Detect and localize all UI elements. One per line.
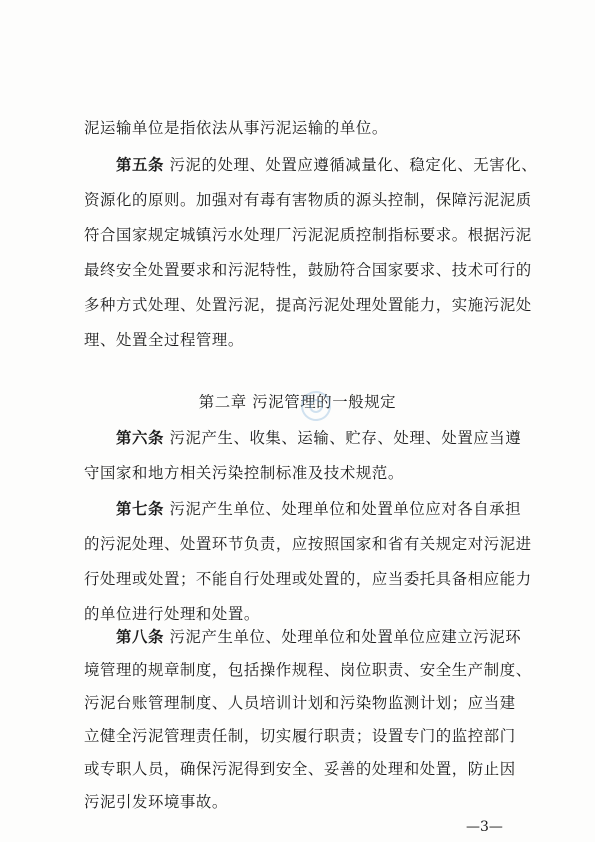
text-line-15: 境管理的规章制度，包括操作规程、岗位职责、安全生产制度、 (84, 661, 532, 679)
article-8-text: 污泥产生单位、处理单位和处置单位应建立污泥环 (169, 628, 522, 646)
chapter-heading: 第二章 污泥管理的一般规定 (198, 393, 397, 411)
text-line-11: 的污泥处理、处置环节负责，应按照国家和省有关规定对污泥进 (84, 535, 532, 553)
page-number: —3— (466, 819, 503, 835)
text-line-6: 多种方式处理、处置污泥，提高污泥处理处置能力，实施污泥处 (84, 296, 532, 314)
text-line-7: 理、处置全过程管理。 (84, 331, 244, 349)
article-6-text: 污泥产生、收集、运输、贮存、处理、处置应当遵 (169, 429, 522, 447)
article-5-label: 第五条 (116, 156, 164, 174)
article-6-label: 第六条 (116, 429, 164, 447)
text-line-18: 或专职人员，确保污泥得到安全、妥善的处理和处置，防止因 (84, 760, 516, 778)
article-7-text: 污泥产生单位、处理单位和处置单位应对各自承担 (169, 500, 522, 518)
watermark-logo-icon (288, 378, 344, 434)
text-line-16: 污泥台账管理制度、人员培训计划和污染物监测计划；应当建 (84, 694, 516, 712)
article-5-text: 污泥的处理、处置应遵循减量化、稳定化、无害化、 (169, 156, 538, 174)
text-line-4: 符合国家规定城镇污水处理厂污泥泥质控制指标要求。根据污泥 (84, 226, 532, 244)
article-8-label: 第八条 (116, 628, 164, 646)
text-line-5: 最终安全处置要求和污泥特性，鼓励符合国家要求、技术可行的 (84, 261, 532, 279)
text-line-19: 污泥引发环境事故。 (84, 793, 228, 811)
article-7-label: 第七条 (116, 500, 164, 518)
article-8-line (116, 627, 524, 647)
text-line-13: 的单位进行处理和处置。 (84, 605, 260, 623)
article-7-line (116, 499, 524, 519)
text-line-3: 资源化的原则。加强对有毒有害物质的源头控制，保障污泥泥质 (84, 191, 532, 209)
text-line-12: 行处理或处置；不能自行处理或处置的，应当委托具备相应能力 (84, 570, 532, 588)
article-5-line (116, 155, 538, 175)
text-line-9: 守国家和地方相关污染控制标准及技术规范。 (84, 464, 404, 482)
text-line-1: 泥运输单位是指依法从事污泥运输的单位。 (84, 119, 388, 137)
text-line-17: 立健全污泥管理责任制，切实履行职责；设置专门的监控部门 (84, 727, 516, 745)
